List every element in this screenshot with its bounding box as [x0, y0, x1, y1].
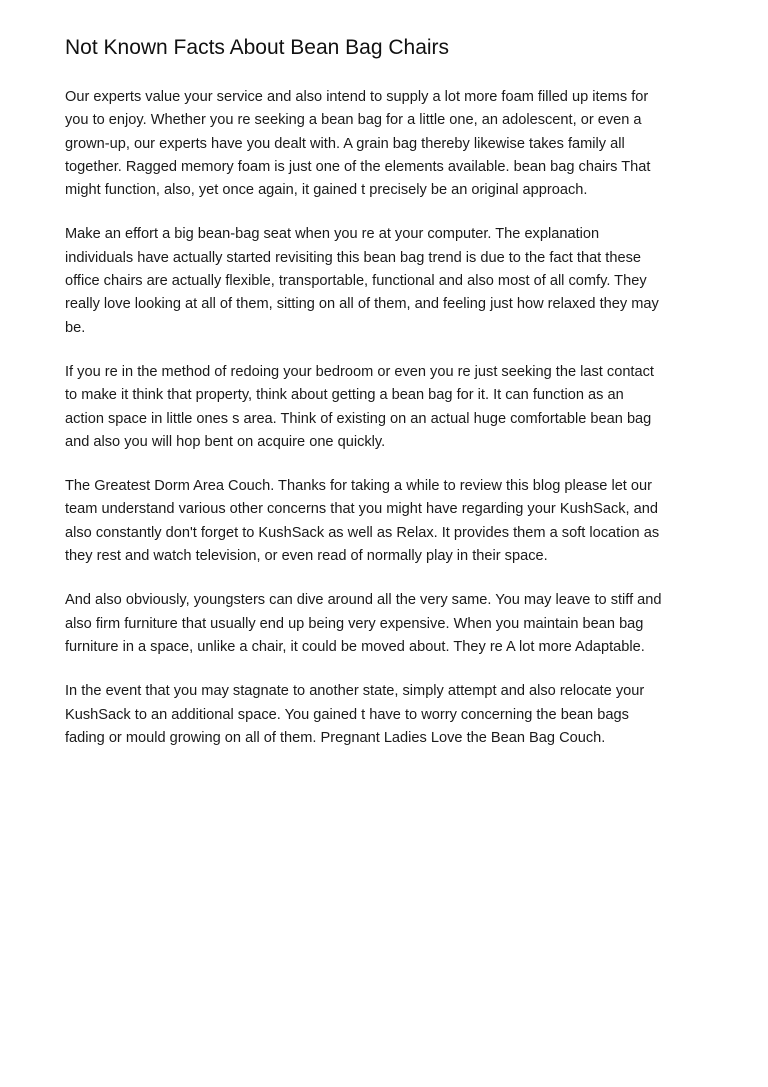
text-line: might function, also, yet once again, it gained t precisely be an original approach. [65, 182, 588, 199]
text-line: individuals have actually started revisiting this bean bag trend is due to the fact that these [65, 249, 641, 266]
text-line: also firm furniture that usually end up being very expensive. When you maintain bean bag [65, 615, 644, 632]
text-line: In the event that you may stagnate to another state, simply attempt and also relocate your [65, 683, 645, 700]
text-line: grown-up, our experts have you dealt with. A grain bag thereby likewise takes family all [65, 135, 625, 152]
text-line: office chairs are actually flexible, transportable, functional and also most of all comfy. They [65, 273, 647, 290]
document-body [65, 86, 710, 771]
paragraph [65, 680, 710, 750]
text-line: Make an effort a big bean-bag seat when you re at your computer. The explanation [65, 226, 600, 243]
paragraph [65, 361, 710, 454]
text-line: really love looking at all of them, sitting on all of them, and feeling just how relaxed they may [65, 296, 659, 313]
paragraph [65, 86, 710, 202]
paragraph [65, 589, 710, 659]
text-line: fading or mould growing on all of them. Pregnant Ladies Love the Bean Bag Couch. [65, 729, 606, 746]
paragraph [65, 475, 710, 568]
text-line: and also you will hop bent on acquire one quickly. [65, 433, 386, 450]
text-line: team understand various other concerns that you might have regarding your KushSack, and [65, 501, 659, 518]
paragraph [65, 223, 710, 339]
text-line: you to enjoy. Whether you re seeking a bean bag for a little one, an adolescent, or even a [65, 112, 642, 129]
text-line: KushSack to an additional space. You gained t have to worry concerning the bean bags [65, 706, 629, 723]
text-line: The Greatest Dorm Area Couch. Thanks for taking a while to review this blog please let our [65, 478, 653, 495]
text-line: If you re in the method of redoing your bedroom or even you re just seeking the last contact [65, 363, 654, 380]
text-line: be. [65, 319, 86, 336]
text-line: furniture in a space, unlike a chair, it could be moved about. They re A lot more Adaptable. [65, 638, 645, 655]
text-line: Our experts value your service and also intend to supply a lot more foam filled up items for [65, 89, 649, 105]
text-line: together. Ragged memory foam is just one of the elements available. bean bag chairs That [65, 158, 651, 175]
document-title: Not Known Facts About Bean Bag Chairs [65, 36, 450, 59]
text-line: action space in little ones s area. Think of existing on an actual huge comfortable bean bag [65, 410, 652, 427]
text-line: also constantly don't forget to KushSack as well as Relax. It provides them a soft location as [65, 524, 660, 541]
text-line: to make it think that property, think about getting a bean bag for it. It can function as an [65, 387, 624, 404]
text-line: And also obviously, youngsters can dive around all the very same. You may leave to stiff and [65, 592, 662, 609]
text-line: they rest and watch television, or even read of normally play in their space. [65, 548, 548, 565]
